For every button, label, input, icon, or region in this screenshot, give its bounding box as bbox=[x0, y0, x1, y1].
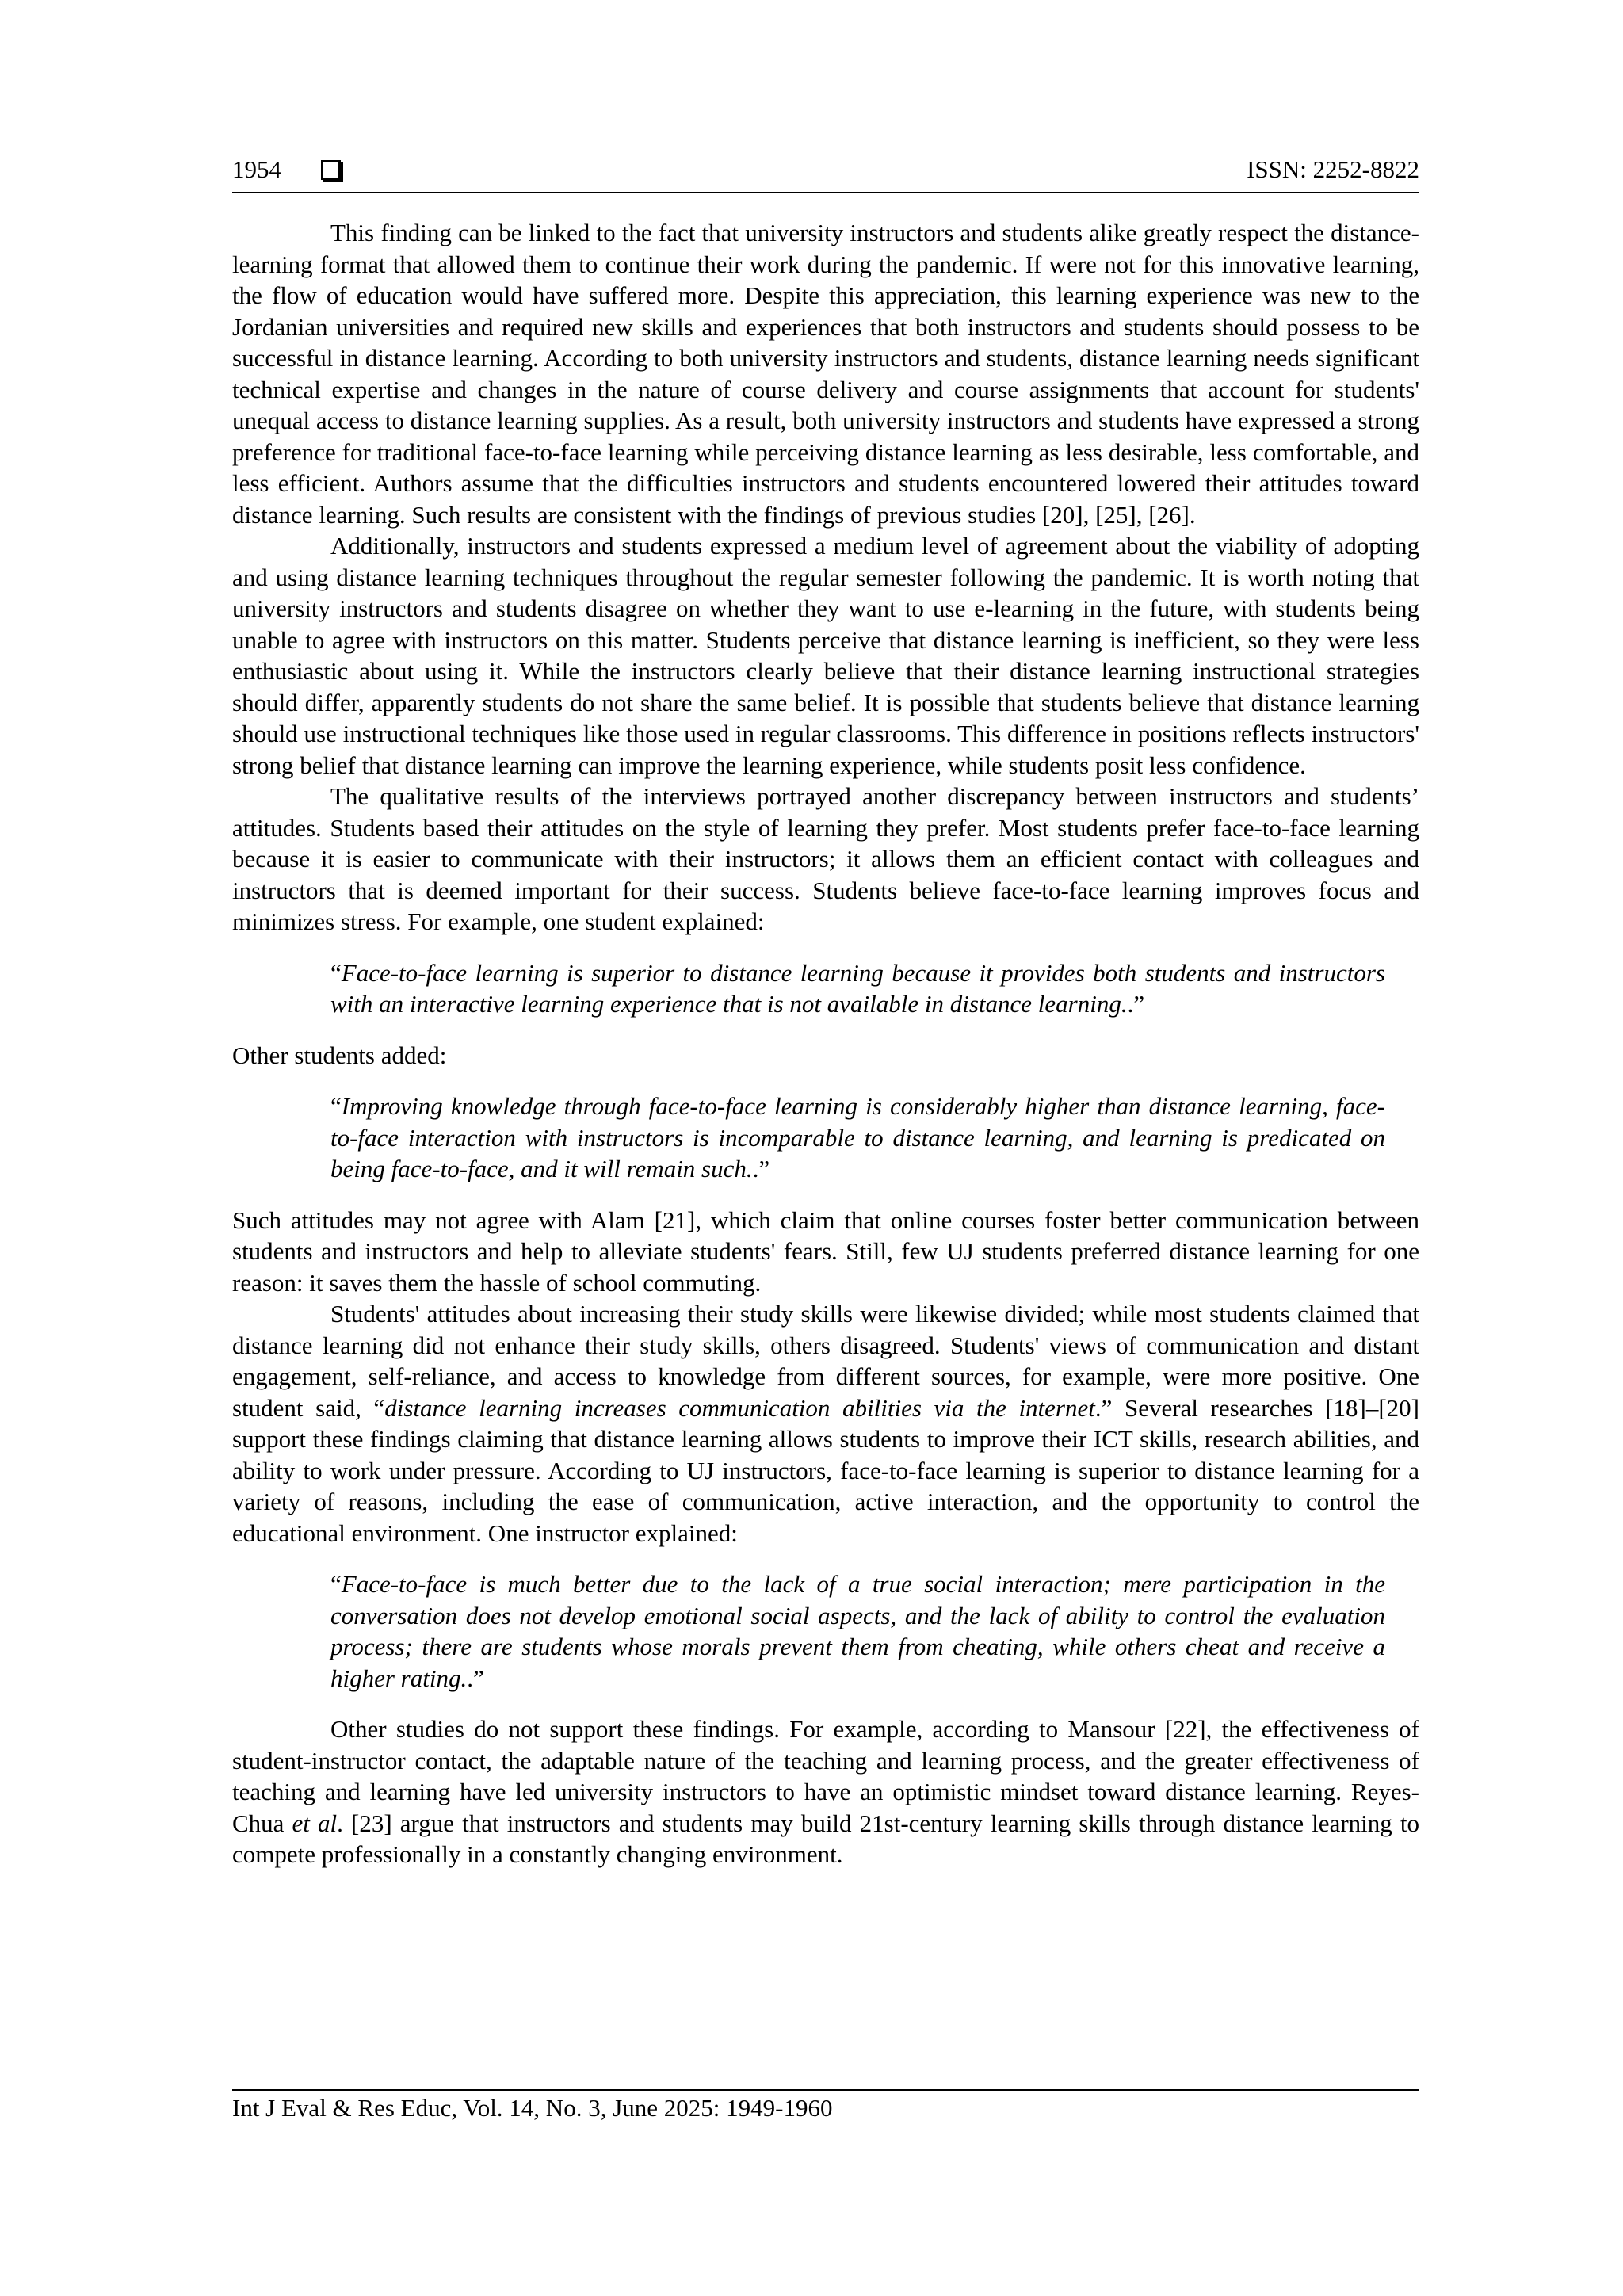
paragraph-6 bbox=[232, 1298, 1419, 1549]
quote-instructor bbox=[330, 1568, 1385, 1694]
quote-students-2 bbox=[330, 1091, 1385, 1185]
square-box-icon bbox=[321, 160, 341, 180]
paragraph-3: The qualitative results of the interviews portrayed another discrepancy between instructors and students’ attitudes. Students based their attitudes on the style of learning they prefer. Most students prefer face-to-face learning because it is easier to communicate with their instructors; it allows them an efficient contact with colleagues and instructors that is deemed important for their success. Students believe face-to-face learning improves focus and minimizes stress. For example, one student explained: bbox=[232, 782, 1419, 935]
issn-label: ISSN: 2252-8822 bbox=[1247, 155, 1419, 183]
paragraph-2: Additionally, instructors and students expressed a medium level of agreement about the viability of adopting and using distance learning techniques throughout the regular semester following the pandemic. It is worth noting that university instructors and students disagree on whether they want to use e-learning in the future, with students being unable to agree with instructors on this matter. Students perceive that distance learning is inefficient, so they were less enthusiastic about using it. While the instructors clearly believe that their distance learning instructional strategies should differ, apparently students do not share the same belief. It is possible that students believe that distance learning should use instructional techniques like those used in regular classrooms. This difference in positions reflects instructors' strong belief that distance learning can improve the learning experience, while students posit less confidence. bbox=[232, 532, 1419, 779]
page-header bbox=[232, 154, 1419, 193]
paragraph-7-text-b: . [23] argue that instructors and students may build 21st-century learning skills through distance learning to compete professionally in a constantly changing environment. bbox=[232, 1809, 1419, 1868]
journal-citation: Int J Eval & Res Educ, Vol. 14, No. 3, June 2025: 1949-1960 bbox=[232, 2094, 833, 2122]
paragraph-7-et-al: et al bbox=[292, 1809, 338, 1837]
quote-text: Face-to-face is much better due to the lack of a true social interaction; mere participation in the conversation does not develop emotional social aspects, and the lack of ability to control the evaluation process; there are students whose morals prevent them from cheating, while others cheat and receive a higher rating. bbox=[330, 1570, 1385, 1692]
quote-open-mark: “ bbox=[330, 1570, 342, 1598]
paragraph-4: Other students added: bbox=[232, 1041, 447, 1069]
quote-text: Face-to-face learning is superior to distance learning because it provides both students and instructors with an interactive learning experience that is not available in distance learning. bbox=[330, 958, 1385, 1018]
quote-text: Improving knowledge through face-to-face learning is considerably higher than distance learning, face-to-face interaction with instructors is incomparable to distance learning, and learning is predicated on being face-to-face, and it will remain such. bbox=[330, 1092, 1385, 1182]
quote-open-mark: “ bbox=[330, 958, 342, 987]
quote-close-mark: .” bbox=[467, 1664, 484, 1692]
quote-student-1 bbox=[330, 957, 1385, 1020]
paragraph-1: This finding can be linked to the fact that university instructors and students alike greatly respect the distance-learning format that allowed them to continue their work during the pandemic. If were not for this innovative learning, the flow of education would have suffered more. Despite this appreciation, this learning experience was new to the Jordanian universities and required new skills and experiences that both instructors and students should possess to be successful in distance learning. According to both university instructors and students, distance learning needs significant technical expertise and changes in the nature of course delivery and course assignments that account for students' unequal access to distance learning supplies. As a result, both university instructors and students have expressed a strong preference for traditional face-to-face learning while perceiving distance learning as less desirable, less comfortable, and less efficient. Authors assume that the difficulties instructors and students encountered lowered their attitudes toward distance learning. Such results are consistent with the findings of previous studies [20], [25], [26]. bbox=[232, 219, 1419, 529]
paragraph-7 bbox=[232, 1713, 1419, 1870]
paragraph-5: Such attitudes may not agree with Alam [21], which claim that online courses foster better communication between students and instructors and help to alleviate students' fears. Still, few UJ students preferred distance learning for one reason: it saves them the hassle of school commuting. bbox=[232, 1205, 1419, 1297]
quote-close-mark: .” bbox=[1127, 990, 1145, 1018]
paragraph-6-quote-italic: distance learning increases communication abilities via the internet bbox=[384, 1393, 1095, 1422]
quote-close-mark: .” bbox=[752, 1155, 770, 1182]
paragraph-7-text-a: Other studies do not support these findings. For example, according to Mansour [22], the effectiveness of student-instructor contact, the adaptable nature of the teaching and learning process, and the greater effectiveness of teaching and learning have led university instructors to have an optimistic mindset toward distance learning. Reyes-Chua bbox=[232, 1715, 1419, 1837]
page-footer bbox=[232, 2089, 1419, 2124]
article-body bbox=[232, 217, 1419, 1870]
quote-open-mark: “ bbox=[330, 1092, 342, 1120]
paragraph-6-text-b: .” Several researches [18]–[20] support these findings claiming that distance learning allows students to improve their ICT skills, research abilities, and ability to work under pressure. According to UJ instructors, face-to-face learning is superior to distance learning for a variety of reasons, including the ease of communication, active interaction, and the opportunity to control the educational environment. One instructor explained: bbox=[232, 1393, 1419, 1547]
page-number: 1954 bbox=[232, 155, 281, 183]
paragraph-6-text-a: Students' attitudes about increasing their study skills were likewise divided; while most students claimed that distance learning did not enhance their study skills, others disagreed. Students' views of communication and distant engagement, self-reliance, and access to knowledge from different sources, for example, were more positive. One student said, “ bbox=[232, 1300, 1419, 1422]
